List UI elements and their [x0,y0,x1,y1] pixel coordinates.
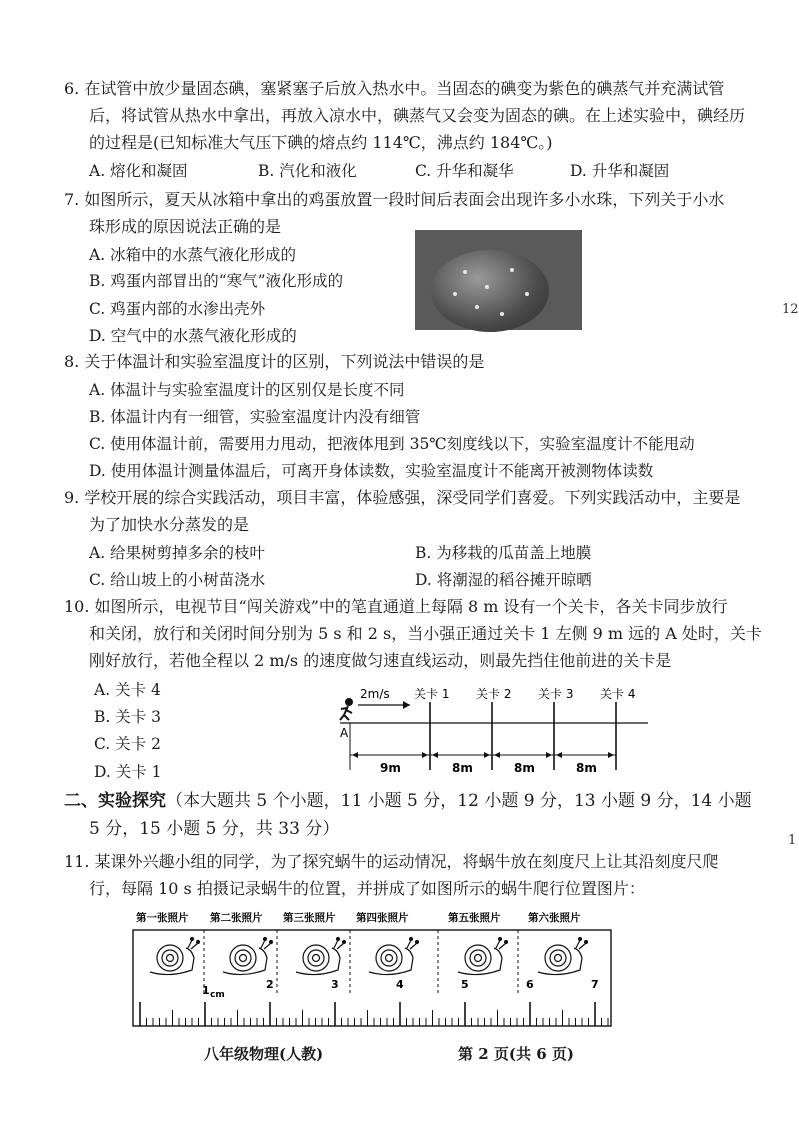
footer-page-number: 第 2 页(共 6 页) [458,1045,574,1063]
q10-line-1: 10. 如图所示，电视节目“闯关游戏”中的笔直通道上每隔 8 m 设有一个关卡，各关卡同步放行 [64,597,728,616]
ruler-number-4: 4 [396,978,404,991]
q7-option-b: B. 鸡蛋内部冒出的“寒气”液化形成的 [89,272,344,290]
q6-option-c: C. 升华和凝华 [415,162,514,180]
q11-line-1: 11. 某课外兴趣小组的同学，为了探究蜗牛的运动情况，将蜗牛放在刻度尺上让其沿刻度尺爬 [64,852,719,871]
snail-icon [538,938,588,975]
q11-line-2: 行，每隔 10 s 拍摄记录蜗牛的位置，并拼成了如图所示的蜗牛爬行位置图片： [89,879,645,898]
margin-mark-1: 12 [782,302,799,317]
water-droplet [485,285,489,289]
q10-line-3: 刚好放行，若他全程以 2 m/s 的速度做匀速直线运动，则最先挡住他前进的关卡是 [89,651,672,670]
q7-option-d: D. 空气中的水蒸气液化形成的 [89,327,297,345]
gate-4-label: 关卡 4 [600,687,636,701]
distance-label-4: 8m [576,761,597,775]
q9-line-1: 9. 学校开展的综合实践活动，项目丰富，体验感强，深受同学们喜爱。下列实践活动中，主要是 [64,488,741,507]
snail-icon [223,938,273,975]
water-droplet [500,312,504,316]
gate-diagram [330,680,660,780]
q8-option-a: A. 体温计与实验室温度计的区别仅是长度不同 [89,381,405,399]
ruler-number-7: 7 [591,978,599,991]
snail-ruler-figure [130,908,620,1033]
arrow-head-icon [403,701,410,709]
q9-line-2: 为了加快水分蒸发的是 [89,515,250,534]
q10-line-2: 和关闭，放行和关闭时间分别为 5 s 和 2 s，当小强正通过关卡 1 左侧 9 m 远的 A 处时，关卡 [89,624,762,643]
photo-label-3: 第三张照片 [283,912,336,924]
q7-option-c: C. 鸡蛋内部的水渗出壳外 [89,300,266,318]
snail-icon [369,938,419,975]
photo-label-4: 第四张照片 [356,912,409,924]
q10-option-b: B. 关卡 3 [94,708,162,726]
ruler-number-5: 5 [461,978,469,991]
q10-option-c: C. 关卡 2 [94,735,161,753]
distance-label-1: 9m [380,761,401,775]
q9-option-c: C. 给山坡上的小树苗浇水 [89,571,266,589]
q7-line-2: 珠形成的原因说法正确的是 [89,217,282,236]
footer-subject: 八年级物理(人教) [204,1045,324,1063]
q10-option-a: A. 关卡 4 [94,681,161,699]
ruler-number-1: 1 [202,984,210,997]
q9-option-a: A. 给果树剪掉多余的枝叶 [89,544,266,562]
egg-image [431,250,549,332]
section-detail-line-2 [89,818,339,840]
snail-icon [296,938,346,975]
gate-2-label: 关卡 2 [476,687,512,701]
gate-3-label: 关卡 3 [538,687,574,701]
q6-line-1: 6. 在试管中放少量固态碘，塞紧塞子后放入热水中。当固态的碘变为紫色的碘蒸气并充满试管 [64,79,725,98]
q10-option-d: D. 关卡 1 [94,763,162,781]
ruler-number-6: 6 [526,978,534,991]
q7-option-a: A. 冰箱中的水蒸气液化形成的 [89,246,297,264]
water-droplet [525,292,529,296]
q6-option-a: A. 熔化和凝固 [89,162,188,180]
q9-option-d: D. 将潮湿的稻谷摊开晾晒 [415,571,592,589]
water-droplet [463,270,467,274]
section-title: 二、实验探究 [64,791,166,811]
distance-label-2: 8m [452,761,473,775]
snail-icon [150,938,200,975]
egg-photo [415,230,582,330]
ruler-unit: cm [210,990,225,1000]
distance-label-3: 8m [514,761,535,775]
photo-label-5: 第五张照片 [448,912,501,924]
photo-label-2: 第二张照片 [210,912,263,924]
gate-1-label: 关卡 1 [414,687,450,701]
q6-line-3: 的过程是(已知标准大气压下碘的熔点约 114℃，沸点约 184℃。) [89,133,553,152]
section-heading [64,790,752,812]
speed-label: 2m/s [360,687,390,701]
photo-label-6: 第六张照片 [528,912,581,924]
q9-option-b: B. 为移栽的瓜苗盖上地膜 [415,544,592,562]
q8-option-d: D. 使用体温计测量体温后，可离开身体读数，实验室温度计不能离开被测物体读数 [89,462,654,480]
q6-line-2: 后，将试管从热水中拿出，再放入凉水中，碘蒸气又会变为固态的碘。在上述实验中，碘经历 [89,106,746,125]
snail-icon [458,938,508,975]
point-a-label: A [340,726,349,740]
water-droplet [475,305,479,309]
runner-icon [340,699,352,720]
q8-option-b: B. 体温计内有一细管，实验室温度计内没有细管 [89,408,421,426]
water-droplet [453,292,457,296]
section-detail-2: 5 分，15 小题 5 分，共 33 分） [89,819,340,839]
photo-label-1: 第一张照片 [136,912,189,924]
ruler-number-2: 2 [266,978,274,991]
q8-option-c: C. 使用体温计前，需要用力甩动，把液体甩到 35℃刻度线以下，实验室温度计不能甩动 [89,435,695,453]
section-detail-1: （本大题共 5 个小题，11 小题 5 分，12 小题 9 分，13 小题 9 分，14 小题 [166,791,752,811]
water-droplet [510,268,514,272]
q6-option-b: B. 汽化和液化 [258,162,357,180]
q7-line-1: 7. 如图所示，夏天从冰箱中拿出的鸡蛋放置一段时间后表面会出现许多小水珠，下列关于小水 [64,190,725,209]
ruler-number-3: 3 [331,978,339,991]
q8-line-1: 8. 关于体温计和实验室温度计的区别，下列说法中错误的是 [64,352,485,371]
q6-option-d: D. 升华和凝固 [570,162,670,180]
margin-mark-2: 1 [788,833,797,848]
